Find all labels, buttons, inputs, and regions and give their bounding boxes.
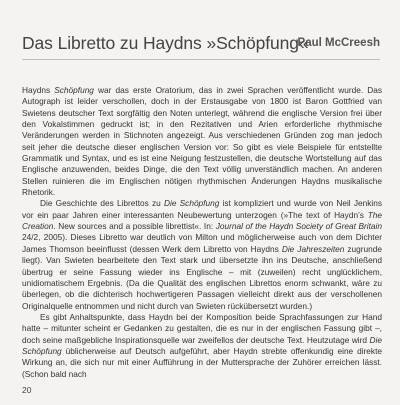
text-run: zugrunde liegt). Van Swieten bearbeitete den Text stark und übersetzte ihn ins Deutsche, anschließend übertrug er seine Fassung wieder ins Englische – mit (zuweilen) recht unglücklichem, unidiomatischem Ergebnis. (Da die Qualität des englischen Librettos enorm schwankt, wäre zu überlegen, ob die dichterisch hochwertigeren Passagen vielleicht direkt aus der verschollenen Originalquelle entnommen und nicht durch van Swieten rückübersetzt wurden.) xyxy=(22,243,382,311)
text-run: Es gibt Anhaltspunkte, dass Haydn bei der Komposition beide Sprachfassungen zur Hand hatte – mitunter scheint er Gedanken zu gestalten, die es nur in der englischen Fassung gibt –, doch seine maßgebliche Inspirationsquelle war zweifellos der deutsche Text. Heutzutage wird xyxy=(22,311,382,345)
text-run: Haydns xyxy=(22,85,55,95)
italic-title-run: The Creation xyxy=(22,209,382,232)
italic-title-run: Journal of the Haydn Society of Great Britain xyxy=(215,221,382,232)
article-author: Paul McCreesh xyxy=(297,37,380,49)
italic-title-run: Die Jahreszeiten xyxy=(281,243,345,254)
paragraph-3 xyxy=(22,312,382,380)
italic-title-run: Schöpfung xyxy=(54,85,94,95)
text-run: 24/2, 2005). Dieses Libretto war deutlich von Milton und möglicherweise auch von dem Dichter James Thomson beeinflusst (dessen Werk dem Libretto von Haydns xyxy=(22,232,382,254)
italic-title-run: Die Schöpfung xyxy=(22,334,382,356)
header-divider xyxy=(22,59,380,60)
paragraph-2 xyxy=(22,198,382,311)
article-body xyxy=(22,85,382,380)
text-run: . New sources and a possible librettist«. In: xyxy=(53,221,216,232)
page-number: 20 xyxy=(22,385,32,395)
italic-title-run: Die Schöpfung xyxy=(163,198,220,209)
text-run: war das erste Oratorium, das in zwei Sprachen veröffentlicht wurde. Das Autograph ist leider verschollen, doch in der Erstausgabe von 1800 ist Baron Gottfried van Swietens deutscher Text sorgfältig den Noten unterlegt, während die englische Version frei über den Vokalstimmen gedruckt ist; in den Rezitativen und Arien erforderliche rhythmische Veränderungen werden in Stichnoten angezeigt. Aus verschiedenen Gründen zog man jedoch seit jeher die deutsche dieser englischen Version vor: So gibt es viele Beispiele für entstellte Grammatik und Syntax, und es ist eine Neigung festzustellen, die deutsche Wortstellung auf das Englische anzuwenden, beides Dinge, die den Text völlig unverständlich machen. An anderen Stellen ruinieren die im Englischen nötigen rhythmischen Änderungen Haydns musikalische Rhetorik. xyxy=(22,85,383,198)
article-header xyxy=(22,33,380,57)
article-title: Das Libretto zu Haydns »Schöpfung« xyxy=(22,33,309,53)
text-run: ist kompliziert und wurde von Neil Jenkins vor ein paar Jahren einer interessanten Neubewertung unterzogen (»The text of Haydn’s xyxy=(22,198,382,220)
paragraph-1 xyxy=(22,85,382,198)
text-run: Die Geschichte des Librettos zu xyxy=(40,198,164,209)
text-run: üblicherweise auf Deutsch aufgeführt, aber Haydn strebte offenkundig eine direkte Wirkung an, die sich nur mit einer Aufführung in der Muttersprache der Zuhörer erreichen lässt. (Schon bald nach xyxy=(22,345,382,379)
